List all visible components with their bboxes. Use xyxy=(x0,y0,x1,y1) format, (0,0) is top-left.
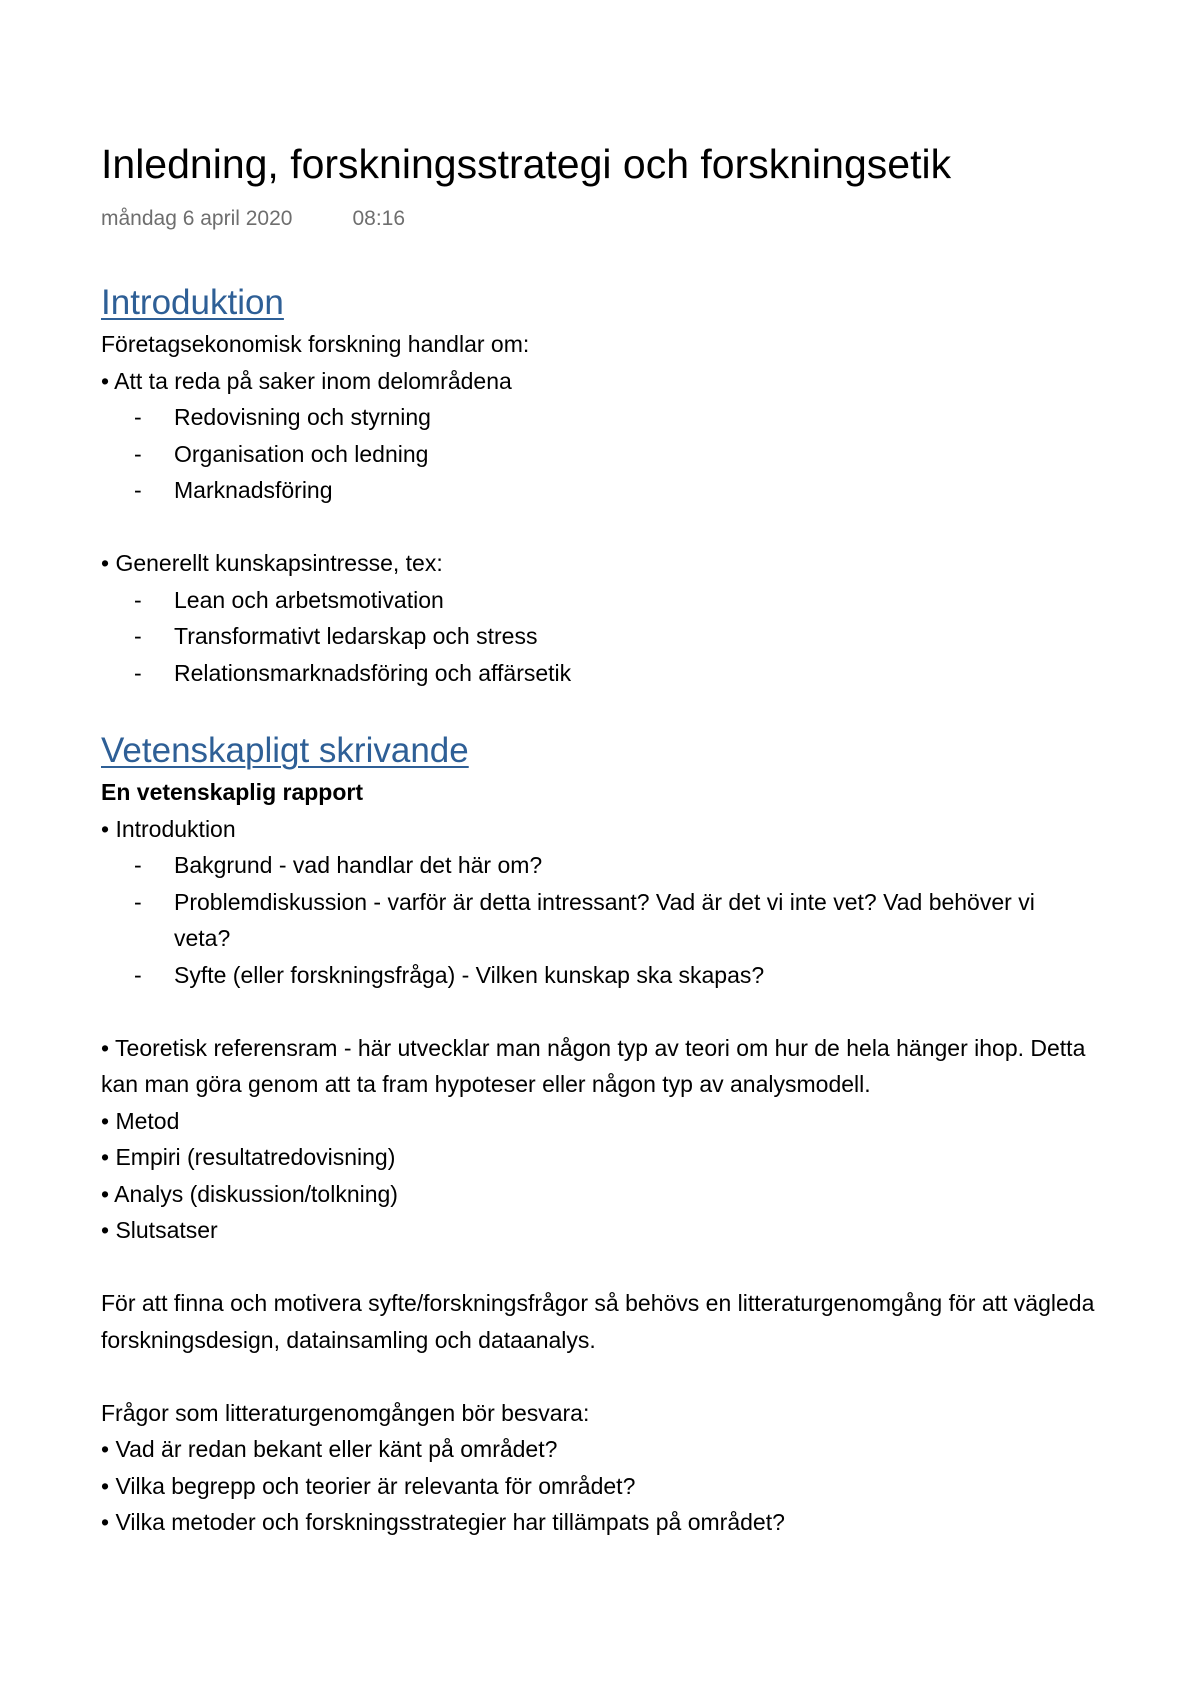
sub-list-text: Syfte (eller forskningsfråga) - Vilken kunskap ska skapas? xyxy=(174,961,765,988)
sub-list-text: Redovisning och styrning xyxy=(174,404,431,430)
sub-list-text: Organisation och ledning xyxy=(174,440,429,467)
page-meta xyxy=(101,205,405,233)
paragraph: För att finna och motivera syfte/forskningsfrågor så behövs en litteraturgenomgång för att vägleda forskningsdesign, datainsamling och dataanalys. xyxy=(101,1290,1095,1353)
bullet-item: • Vilka metoder och forskningsstrategier har tillämpats på området? xyxy=(101,1509,785,1535)
blank-line xyxy=(101,1358,1111,1395)
sub-list-item xyxy=(101,847,1111,884)
bullet-item: • Generellt kunskapsintresse, tex: xyxy=(101,550,443,576)
sub-list-text: Marknadsföring xyxy=(174,477,333,503)
bullet-item: • Att ta reda på saker inom delområdena xyxy=(101,367,512,394)
paragraph: Företagsekonomisk forskning handlar om: xyxy=(101,331,530,357)
sub-list-item xyxy=(101,436,1111,473)
sub-list-item xyxy=(101,655,1111,692)
sub-list-item xyxy=(101,399,1111,436)
page-title: Inledning, forskningsstrategi och forskningsetik xyxy=(101,141,952,187)
dash-bullet: - xyxy=(134,586,142,613)
section-heading: Vetenskapligt skrivande xyxy=(101,731,469,770)
sub-list-item xyxy=(101,957,1111,994)
sub-list-text: Transformativt ledarskap och stress xyxy=(174,623,538,649)
dash-bullet: - xyxy=(134,961,142,988)
dash-bullet: - xyxy=(134,404,142,430)
section-heading: Introduktion xyxy=(101,283,284,322)
sub-list-item xyxy=(101,582,1111,619)
sub-list-item xyxy=(101,618,1111,655)
dash-bullet: - xyxy=(134,440,142,467)
page-time: 08:16 xyxy=(352,207,406,230)
blank-line xyxy=(101,1249,1111,1286)
sub-list-text: Bakgrund - vad handlar det här om? xyxy=(174,852,543,878)
sub-list-text: Relationsmarknadsföring och affärsetik xyxy=(174,659,572,686)
section-vetenskapligt-skrivande xyxy=(101,728,1111,1541)
bullet-item: • Vilka begrepp och teorier är relevanta för området? xyxy=(101,1472,636,1499)
dash-bullet: - xyxy=(134,623,142,649)
sub-list-item xyxy=(101,884,1111,957)
bullet-item: • Analys (diskussion/tolkning) xyxy=(101,1180,398,1207)
section-introduktion xyxy=(101,280,1111,691)
bullet-item: • Vad är redan bekant eller känt på området? xyxy=(101,1436,558,1462)
subheading: En vetenskaplig rapport xyxy=(101,779,364,805)
sub-list-item xyxy=(101,472,1111,509)
page-date: måndag 6 april 2020 xyxy=(101,207,293,230)
paragraph: Frågor som litteraturgenomgången bör besvara: xyxy=(101,1399,590,1426)
dash-bullet: - xyxy=(134,888,142,915)
dash-bullet: - xyxy=(134,852,142,878)
bullet-paragraph: • Teoretisk referensram - här utvecklar man någon typ av teori om hur de hela hänger ihop. Detta kan man göra genom att ta fram hypoteser eller någon typ av analysmodell. xyxy=(101,1034,1086,1097)
sub-list-text: Problemdiskussion - varför är detta intressant? Vad är det vi inte vet? Vad behöver vi veta? xyxy=(174,888,1035,951)
blank-line xyxy=(101,509,1111,546)
bullet-item: • Empiri (resultatredovisning) xyxy=(101,1144,396,1170)
blank-line xyxy=(101,993,1111,1030)
dash-bullet: - xyxy=(134,659,142,686)
bullet-item: • Introduktion xyxy=(101,815,236,842)
bullet-item: • Metod xyxy=(101,1107,180,1134)
dash-bullet: - xyxy=(134,477,142,503)
sub-list-text: Lean och arbetsmotivation xyxy=(174,586,444,613)
bullet-item: • Slutsatser xyxy=(101,1217,218,1243)
